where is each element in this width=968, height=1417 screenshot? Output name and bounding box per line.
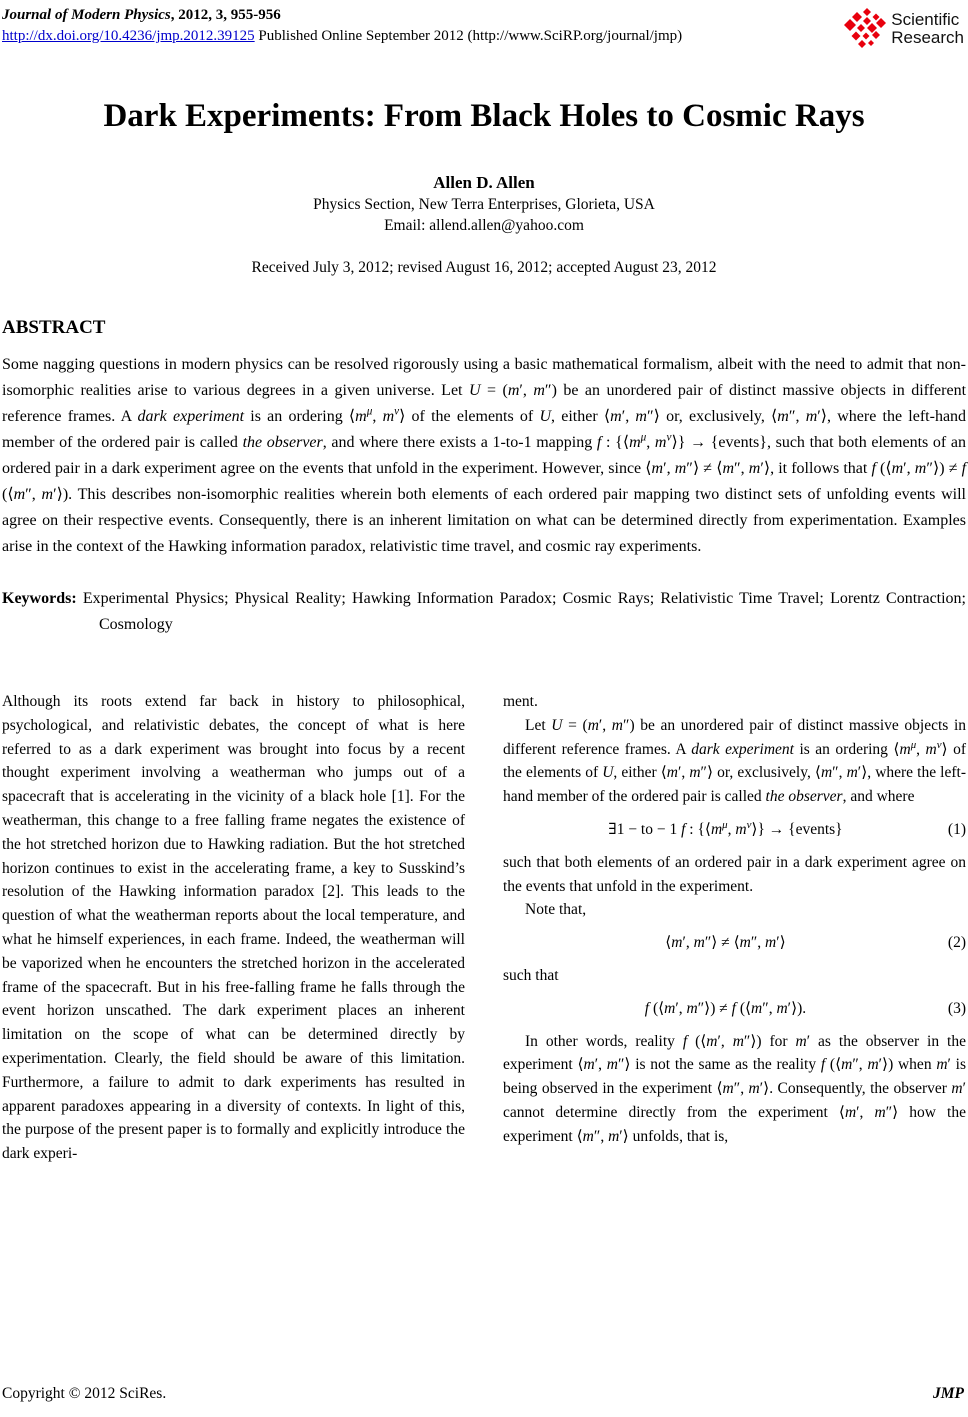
author-email: Email: allend.allen@yahoo.com xyxy=(384,217,584,234)
abstract-text: Some nagging questions in modern physics can be resolved rigorously using a basic mathematical formalism, albeit with the need to admit that non-isomorphic realities arise to various degrees in a given universe. Let U = (m′, m″) be an unordered pair of distinct massive objects in different reference frames. A dark experiment is an ordering $⟨m^\mu$, $m^\nu⟩$ of the elements of U, either ⟨m′, m″⟩ or, exclusively, ⟨m″, m′⟩, where the left-hand member of the ordered pair is called the observer, and where there exists a 1-to-1 mapping f : {$⟨m^\mu$, $m^\nu⟩$} → {events}, such that both elements of an ordered pair in a dark experiment agree on the events that unfold in the experiment. However, since ⟨m′, m″⟩ ≠ ⟨m″, m′⟩, it follows that f (⟨m′, m″⟩) ≠ f (⟨m″, m′⟩). This describes non-isomorphic realities wherein both elements of each ordered pair mapping two distinct sets of unfolding events will agree on their respective events. Consequently, there is an inherent limitation on what can be determined directly from experimentation. Examples arise in the context of the Hawking information paradox, relativistic time travel, and cosmic ray experiments. xyxy=(2,356,967,555)
received-dates: Received July 3, 2012; revised August 16, 2012; accepted August 23, 2012 xyxy=(251,259,717,276)
publisher-name xyxy=(891,11,964,47)
left-column xyxy=(2,690,465,1166)
author-name: Allen D. Allen xyxy=(433,173,535,192)
right-column xyxy=(503,690,966,1166)
paragraph: Let U = (m′, m″) be an unordered pair of distinct massive objects in different reference frames. A dark experiment is an ordering $⟨m^\mu$, $m^\nu⟩$ of the elements of U, either ⟨m′, m″⟩ or, exclusively, ⟨m″, m′⟩, where the left-hand member of the ordered pair is called the observer, and where xyxy=(503,716,966,806)
page-title: Dark Experiments: From Black Holes to Cosmic Rays xyxy=(103,98,865,134)
keywords-block xyxy=(2,586,966,638)
page-header xyxy=(2,5,966,51)
paragraph: In other words, reality f (⟨m′, m″⟩) for m′ as the observer in the experiment ⟨m′, m″⟩ is not the same as the reality f (⟨m″, m′⟩) when m′ is being observed in the experiment ⟨m″, m′⟩. Consequently, the observer m′ cannot determine directly from the experiment ⟨m′, m″⟩ how the experiment ⟨m″, m′⟩ unfolds, that is, xyxy=(503,1032,967,1145)
journal-citation-line xyxy=(2,5,682,26)
paragraph: ment. xyxy=(503,693,538,710)
scientific-research-diamonds-icon xyxy=(843,7,887,51)
paragraph: such that both elements of an ordered pair in a dark experiment agree on the events that unfold in the experiment. xyxy=(503,853,966,895)
journal-info xyxy=(2,5,682,47)
publisher-name-line1: Scientific xyxy=(891,10,960,29)
equation-body: ∃1 − to − 1 f : {$⟨m^\mu$, $m^\nu⟩$} → {events} xyxy=(608,818,843,838)
journal-citation: , 2012, 3, 955-956 xyxy=(170,7,281,23)
equation xyxy=(503,997,966,1021)
equation-number: (2) xyxy=(947,934,966,952)
journal-name: Journal of Modern Physics xyxy=(2,7,171,23)
equation-body: ⟨m′, m″⟩ ≠ ⟨m″, m′⟩ xyxy=(665,934,786,952)
copyright-text: Copyright © 2012 SciRes. xyxy=(2,1385,167,1402)
paragraph: such that xyxy=(503,966,559,984)
page-footer xyxy=(2,1385,964,1403)
doi-link[interactable]: http://dx.doi.org/10.4236/jmp.2012.39125 xyxy=(2,28,255,44)
published-online-text: Published Online September 2012 (http://www.SciRP.org/journal/jmp) xyxy=(254,28,683,44)
paragraph: Although its roots extend far back in history to philosophical, psychological, and relativistic debates, the concept of what is here referred to as a dark experiment was brought into focus by a recent thought experiment involving a weatherman who jumps out of a spacecraft that is accelerating in the vicinity of a black hole [1]. For the weatherman, this change to a free falling frame negates the existence of the hot stretched horizon due to Hawking radiation. But the hot stretched horizon continues to exist in the accelerating frame, a key to Susskind’s resolution of the Hawking information paradox [2]. This leads to the question of what the weatherman reports about the local temperature, and what he himself experiences, in each frame. Indeed, the weatherman will be vaporized when he encounters the stretched horizon in the accelerated frame of the spacecraft. But in his free-falling frame he falls through the event horizon unscathed. The dark experiment places an inherent limitation on the scope of what can be determined directly by experimentation. Clearly, the field should be aware of this limitation. Furthermore, a failure to admit to dark experiments has resulted in apparent paradoxes appearing in a diversity of contexts. In light of this, the purpose of the present paper is to formally and explicitly introduce the dark experi- xyxy=(2,693,465,1163)
equation xyxy=(503,931,966,955)
equation xyxy=(503,818,966,842)
equation-number: (1) xyxy=(947,820,966,838)
keywords-label: Keywords: xyxy=(2,590,77,607)
publisher-name-line2: Research xyxy=(891,28,964,47)
abstract-heading: ABSTRACT xyxy=(2,317,106,338)
equation-number: (3) xyxy=(947,999,966,1017)
publisher-logo xyxy=(843,7,964,51)
journal-abbreviation: JMP xyxy=(933,1385,964,1402)
author-affiliation: Physics Section, New Terra Enterprises, Glorieta, USA xyxy=(313,196,655,213)
paragraph: Note that, xyxy=(525,901,587,919)
keywords-text: Experimental Physics; Physical Reality; Hawking Information Paradox; Cosmic Rays; Relativistic Time Travel; Lorentz Contraction; Cosmology xyxy=(76,590,966,633)
body-columns xyxy=(2,690,966,1166)
publication-line xyxy=(2,26,682,47)
equation-body: f (⟨m′, m″⟩) ≠ f (⟨m″, m′⟩). xyxy=(644,999,807,1017)
